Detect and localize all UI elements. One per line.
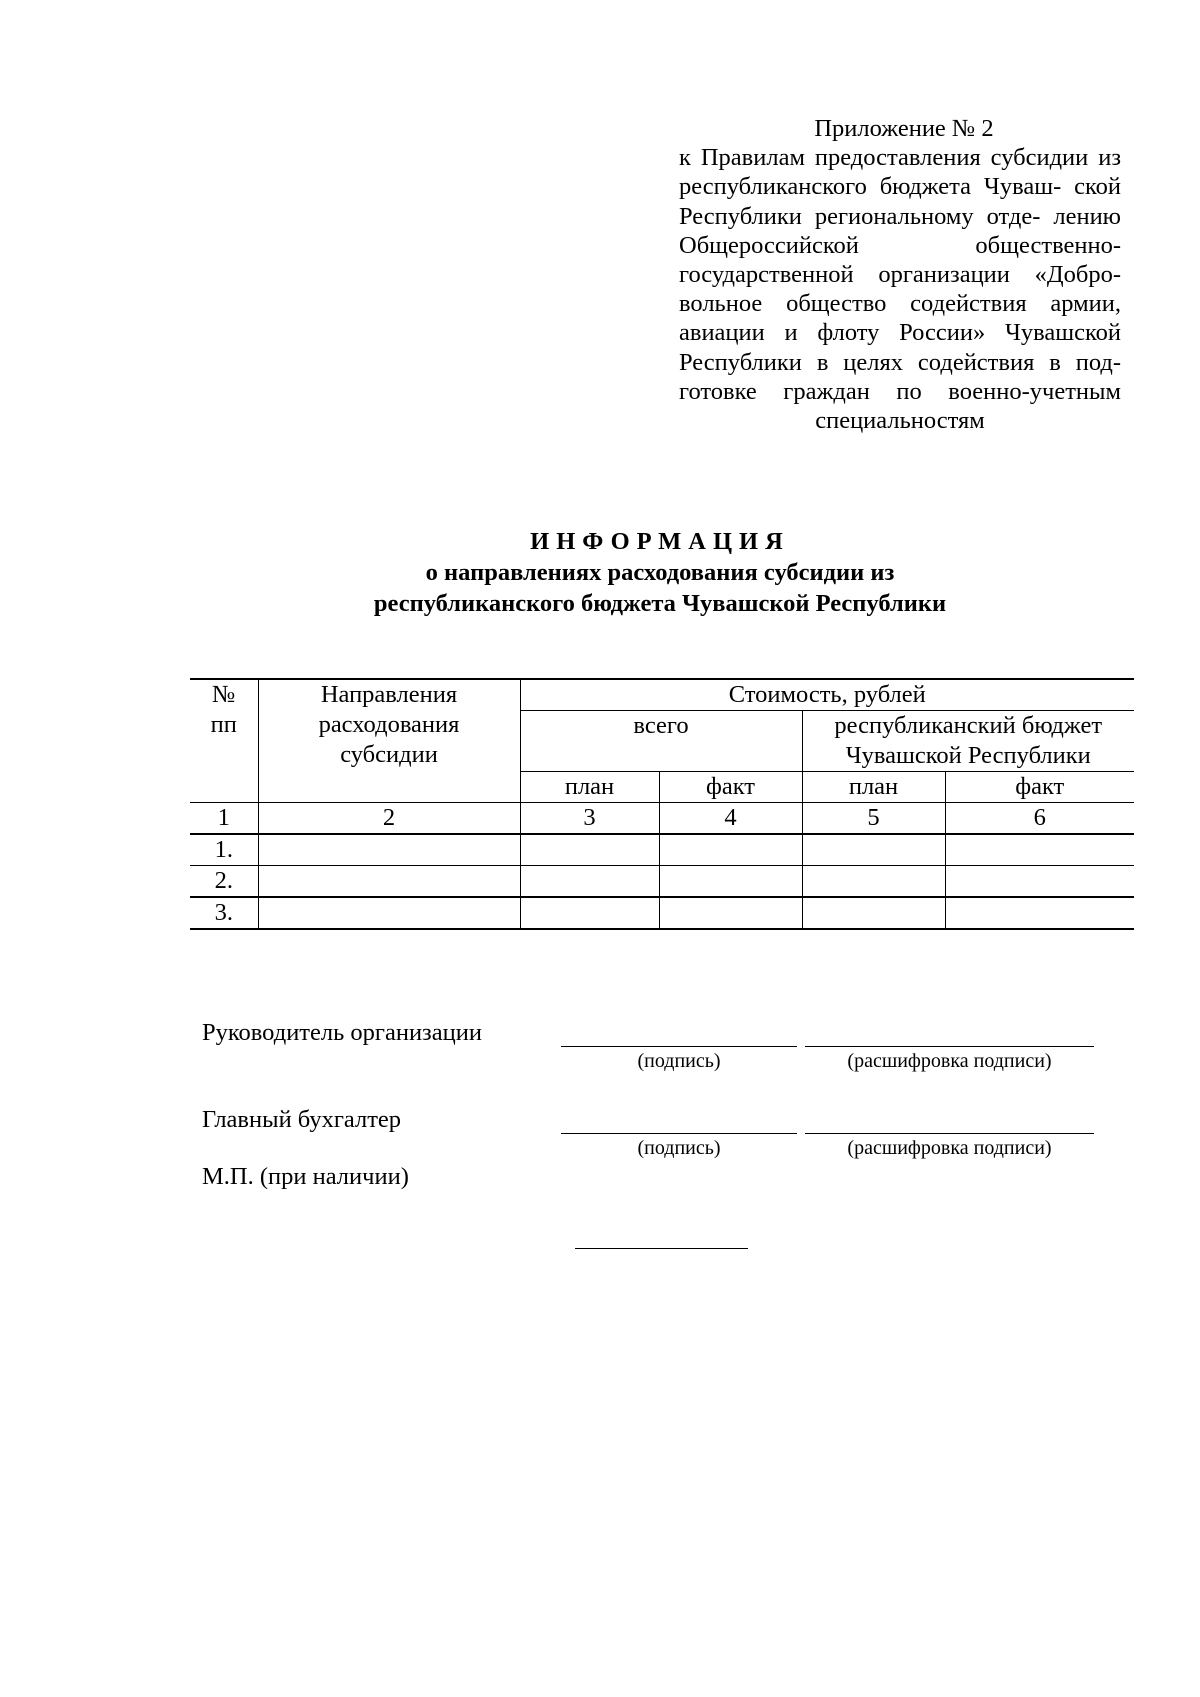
head-decode-caption: (расшифровка подписи)	[847, 1050, 1052, 1072]
header-budget-line: республиканский бюджет	[834, 712, 1103, 739]
accountant-decode-line	[805, 1133, 1094, 1134]
header-direction-line: субсидии	[340, 741, 438, 768]
header-no-line: №	[212, 681, 236, 708]
seal-label: М.П. (при наличии)	[202, 1163, 409, 1190]
table-row	[190, 866, 1134, 898]
row-number: 2.	[190, 866, 258, 898]
head-sign-caption: (подпись)	[637, 1050, 721, 1072]
table-cell	[659, 866, 802, 898]
table-number-row	[190, 803, 1134, 835]
table-cell	[659, 897, 802, 929]
row-number: 3.	[190, 897, 258, 929]
table-header-row	[190, 679, 1134, 711]
appendix-block	[679, 114, 1121, 435]
table-row	[190, 897, 1134, 929]
header-budget-fact: факт	[945, 772, 1134, 803]
column-number: 5	[802, 803, 945, 835]
head-signature-line	[561, 1046, 797, 1047]
appendix-line: готовке граждан по военно-учетным	[679, 377, 1121, 405]
column-number: 2	[258, 803, 520, 835]
appendix-line: вольное общество содействия армии,	[679, 290, 1121, 318]
table-cell	[520, 897, 659, 929]
table-cell	[520, 834, 659, 866]
row-number: 1.	[190, 834, 258, 866]
table-cell	[802, 866, 945, 898]
table-cell	[802, 897, 945, 929]
appendix-line: государственной организации «Добро-	[679, 261, 1121, 289]
table-cell	[258, 834, 520, 866]
column-number: 4	[659, 803, 802, 835]
table-cell	[945, 866, 1134, 898]
header-budget-plan: план	[802, 772, 945, 803]
title-line-2: республиканского бюджета Чувашской Республики	[373, 590, 947, 617]
appendix-line: Республики в целях содействия в под-	[679, 348, 1121, 376]
header-total-fact: факт	[659, 772, 802, 803]
header-total: всего	[520, 711, 802, 772]
accountant-sign-caption: (подпись)	[637, 1137, 721, 1159]
document-title	[0, 526, 1200, 619]
header-no-line: пп	[210, 711, 237, 738]
head-label: Руководитель организации	[202, 1019, 482, 1046]
column-number: 6	[945, 803, 1134, 835]
table-cell	[520, 866, 659, 898]
table-cell	[945, 897, 1134, 929]
table-row	[190, 834, 1134, 866]
table-cell	[945, 834, 1134, 866]
appendix-number: Приложение № 2	[814, 115, 994, 142]
accountant-label: Главный бухгалтер	[202, 1106, 402, 1133]
header-direction	[258, 679, 520, 803]
appendix-line: лению Общероссийской общественно-	[679, 202, 1121, 259]
head-decode-line	[805, 1046, 1094, 1047]
accountant-signature-line	[561, 1133, 797, 1134]
expense-table	[190, 678, 1134, 930]
header-total-plan: план	[520, 772, 659, 803]
title-line-1: о направлениях расходования субсидии из	[425, 559, 895, 586]
header-direction-line: Направления	[320, 681, 458, 708]
header-budget	[802, 711, 1134, 772]
header-cost: Стоимость, рублей	[520, 679, 1134, 711]
appendix-line: специальностям	[815, 407, 985, 435]
header-budget-line: Чувашской Республики	[845, 742, 1091, 769]
column-number: 1	[190, 803, 258, 835]
table-cell	[659, 834, 802, 866]
header-no	[190, 679, 258, 803]
column-number: 3	[520, 803, 659, 835]
table-cell	[258, 897, 520, 929]
end-divider	[575, 1248, 748, 1249]
appendix-line: из республиканского бюджета Чуваш-	[679, 144, 1121, 201]
appendix-line: ской Республики региональному отде-	[679, 173, 1122, 230]
header-direction-line: расходования	[318, 711, 460, 738]
appendix-line: авиации и флоту России» Чувашской	[679, 319, 1121, 347]
accountant-decode-caption: (расшифровка подписи)	[847, 1137, 1052, 1159]
appendix-text	[679, 143, 1121, 435]
appendix-line: к Правилам предоставления субсидии	[679, 144, 1089, 172]
table-cell	[258, 866, 520, 898]
title-heading: ИНФОРМАЦИЯ	[530, 528, 790, 555]
table-cell	[802, 834, 945, 866]
